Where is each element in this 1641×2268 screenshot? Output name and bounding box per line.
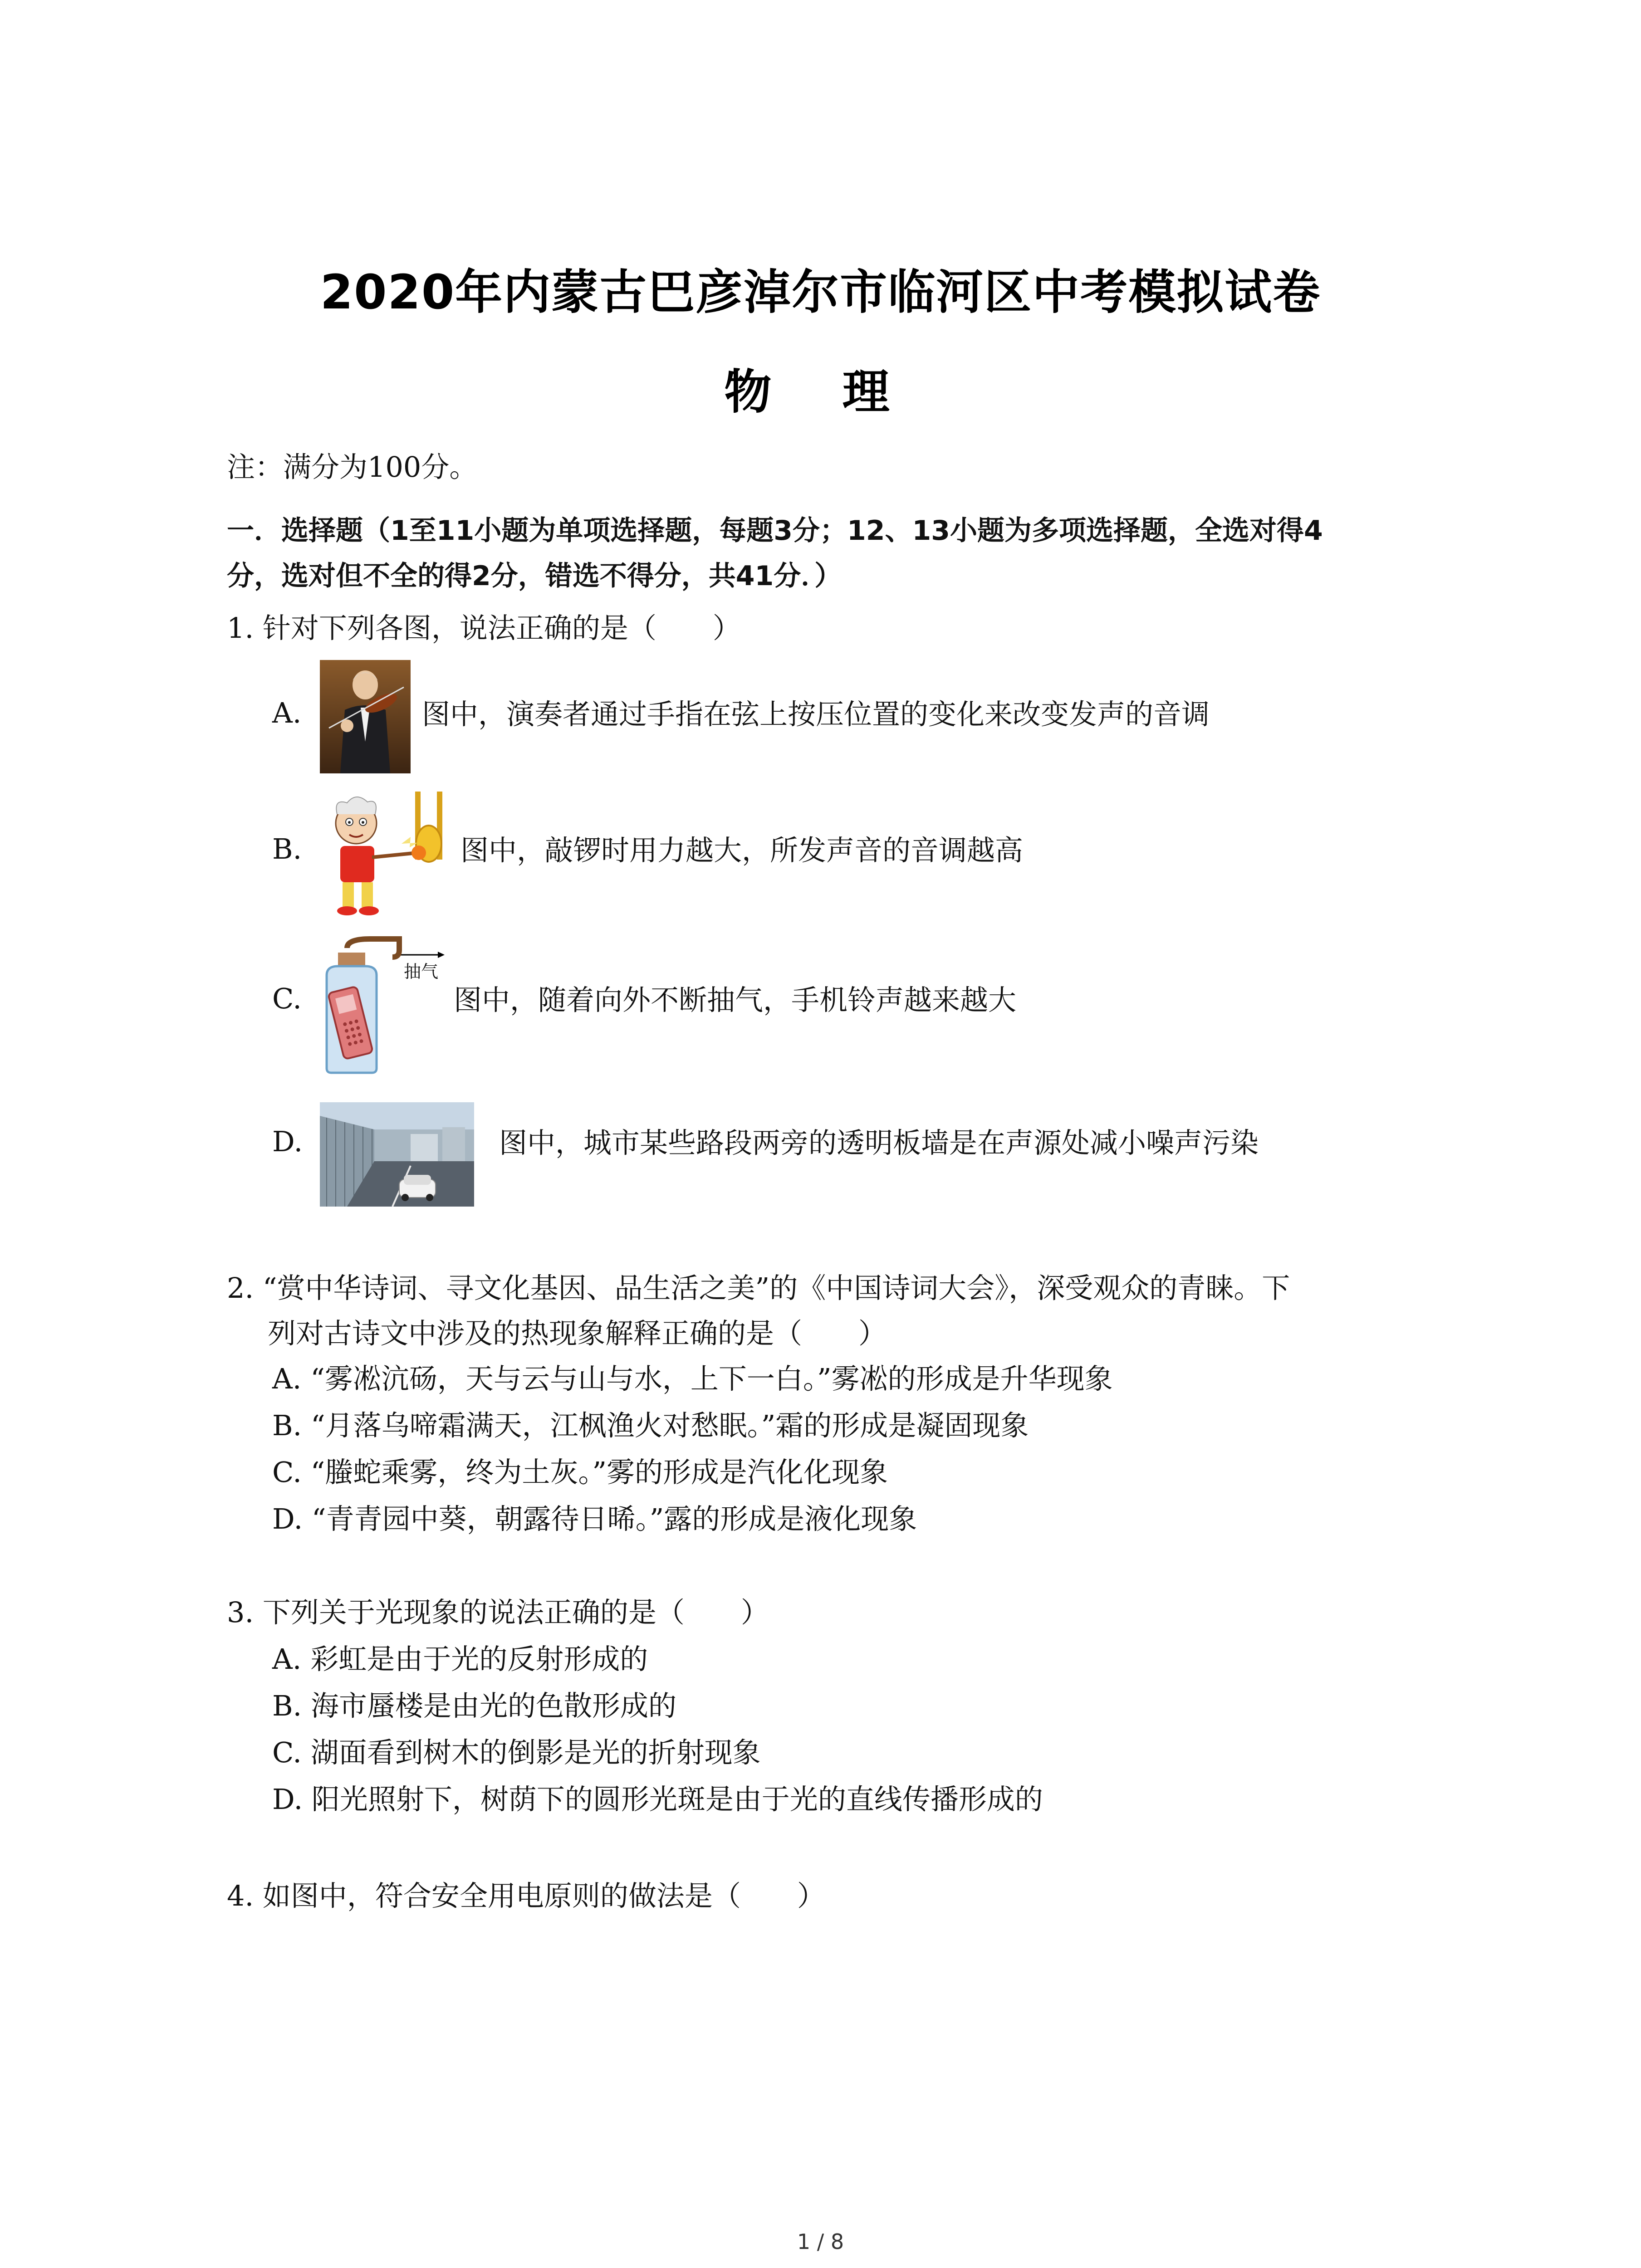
q1-option-d-label: D. <box>272 1125 303 1158</box>
q4-stem: 4. 如图中，符合安全用电原则的做法是（ ） <box>227 1879 825 1912</box>
q2-option-b: B. “月落乌啼霜满天，江枫渔火对愁眠。”霜的形成是凝固现象 <box>272 1409 1029 1442</box>
q2-option-d: D. “青青园中葵，朝露待日晞。”露的形成是液化现象 <box>272 1502 917 1535</box>
q3-option-d: D. 阳光照射下，树荫下的圆形光斑是由于光的直线传播形成的 <box>272 1783 1043 1816</box>
q1-option-c-text: 图中，随着向外不断抽气，手机铃声越来越大 <box>454 983 1017 1017</box>
gong-cartoon-image <box>320 789 449 921</box>
subject-title: 物 理 <box>724 364 917 420</box>
q3-option-b: B. 海市蜃楼是由光的色散形成的 <box>272 1689 676 1722</box>
q1-option-b-text: 图中，敲锣时用力越大，所发声音的音调越高 <box>460 834 1024 867</box>
q1-option-a-text: 图中，演奏者通过手指在弦上按压位置的变化来改变发声的音调 <box>422 698 1210 731</box>
q1-option-c-label: C. <box>272 982 302 1015</box>
q1-option-a-label: A. <box>272 696 302 729</box>
score-note: 注：满分为100分。 <box>227 450 478 484</box>
section-heading-line2: 分，选对但不全的得2分，错选不得分，共41分．） <box>227 560 842 592</box>
q3-option-c: C. 湖面看到树木的倒影是光的折射现象 <box>272 1736 761 1769</box>
noise-barrier-road-image <box>320 1102 474 1207</box>
q2-stem-line2: 列对古诗文中涉及的热现象解释正确的是（ ） <box>268 1317 887 1350</box>
pump-label: 抽气 <box>404 962 439 982</box>
bell-jar-phone-image <box>320 934 451 1075</box>
q1-option-b-label: B. <box>272 832 302 865</box>
page-number: 1 / 8 <box>797 2229 844 2254</box>
violinist-image <box>320 660 411 773</box>
exam-title: 2020年内蒙古巴彦淖尔市临河区中考模拟试卷 <box>320 264 1321 320</box>
q2-stem-line1: 2. “赏中华诗词、寻文化基因、品生活之美”的《中国诗词大会》，深受观众的青睐。下 <box>227 1271 1290 1305</box>
q2-option-a: A. “雾凇沆砀，天与云与山与水，上下一白。”雾凇的形成是升华现象 <box>272 1362 1113 1395</box>
q3-stem: 3. 下列关于光现象的说法正确的是（ ） <box>227 1596 769 1629</box>
section-heading-line1: 一．选择题（1至11小题为单项选择题，每题3分；12、13小题为多项选择题，全选对得4 <box>227 515 1323 547</box>
q1-stem: 1. 针对下列各图，说法正确的是（ ） <box>227 611 741 645</box>
q3-option-a: A. 彩虹是由于光的反射形成的 <box>272 1642 648 1676</box>
q1-option-d-text: 图中，城市某些路段两旁的透明板墙是在声源处减小噪声污染 <box>499 1126 1259 1159</box>
q2-option-c: C. “螣蛇乘雾，终为土灰。”雾的形成是汽化化现象 <box>272 1456 888 1489</box>
